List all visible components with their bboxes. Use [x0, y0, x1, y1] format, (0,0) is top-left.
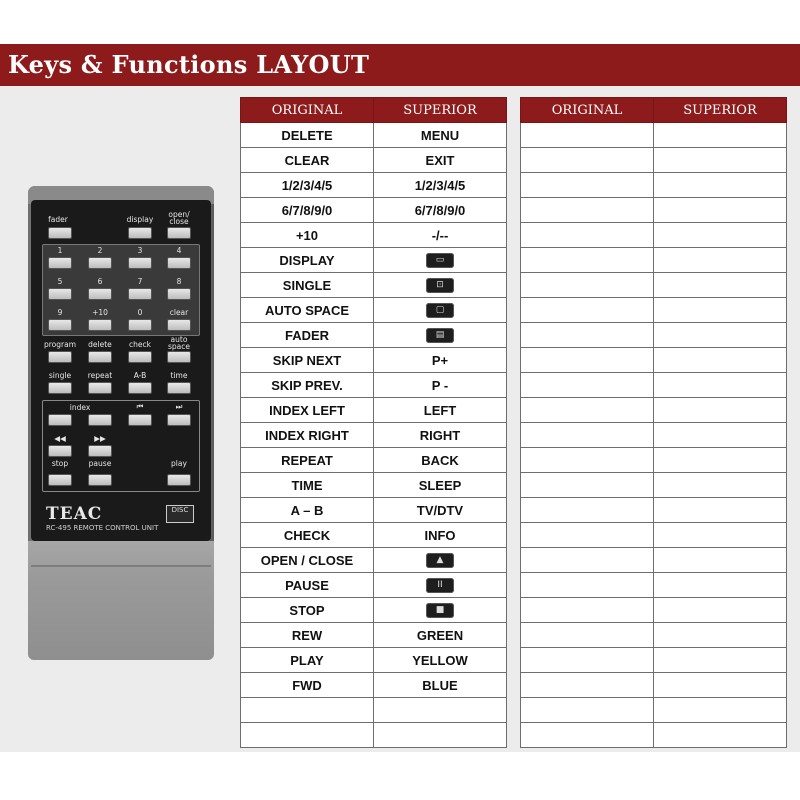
remote-open-close-button: [167, 227, 191, 239]
superior-key-cell: LEFT: [374, 398, 507, 423]
superior-key-cell: P+: [374, 348, 507, 373]
table-row: [241, 323, 507, 348]
pause-icon-glyph: II: [437, 580, 443, 591]
remote-label-8: 8: [176, 277, 182, 286]
original-key-cell: [521, 223, 654, 248]
table-row: [521, 248, 787, 273]
superior-key-cell: [654, 698, 787, 723]
original-key-cell: DELETE: [241, 123, 374, 148]
superior-key-cell: [654, 373, 787, 398]
original-key-cell: [521, 698, 654, 723]
remote-label-7: 7: [137, 277, 143, 286]
original-key-cell: [521, 673, 654, 698]
remote-label-4: 4: [176, 246, 182, 255]
fader-symbol-icon: [426, 328, 454, 343]
table-row: [521, 173, 787, 198]
remote-label-plus10: +10: [92, 308, 108, 317]
table-row: [241, 598, 507, 623]
superior-key-cell: [654, 498, 787, 523]
superior-key-cell: [374, 248, 507, 273]
superior-key-cell: BLUE: [374, 673, 507, 698]
stop-icon-glyph: ■: [435, 605, 445, 616]
superior-key-cell: [654, 148, 787, 173]
remote-label-0: 0: [137, 308, 143, 317]
superior-key-cell: 1/2/3/4/5: [374, 173, 507, 198]
table-row: [521, 223, 787, 248]
remote-label-delete: delete: [88, 340, 112, 349]
original-key-cell: 1/2/3/4/5: [241, 173, 374, 198]
original-key-cell: SKIP PREV.: [241, 373, 374, 398]
superior-key-cell: [654, 648, 787, 673]
superior-key-cell: [654, 723, 787, 748]
table-row: [521, 473, 787, 498]
table-row: [521, 523, 787, 548]
superior-key-cell: -/--: [374, 223, 507, 248]
superior-key-cell: [654, 623, 787, 648]
original-key-cell: AUTO SPACE: [241, 298, 374, 323]
superior-key-cell: MENU: [374, 123, 507, 148]
table-row: [241, 723, 507, 748]
pause-icon: [426, 578, 454, 593]
superior-key-cell: [654, 673, 787, 698]
superior-key-cell: P -: [374, 373, 507, 398]
superior-key-cell: [654, 448, 787, 473]
original-key-cell: SKIP NEXT: [241, 348, 374, 373]
original-key-cell: [521, 373, 654, 398]
superior-key-cell: [374, 273, 507, 298]
table-header-row: [241, 98, 507, 123]
remote-rew-icon: ◀◀: [54, 434, 66, 443]
superior-key-cell: 6/7/8/9/0: [374, 198, 507, 223]
table-row: [241, 348, 507, 373]
remote-pause-button: [88, 474, 112, 486]
superior-key-cell: [654, 548, 787, 573]
original-key-cell: [521, 473, 654, 498]
remote-label-clear: clear: [169, 308, 189, 317]
remote-label-stop: stop: [51, 459, 69, 468]
original-key-cell: [521, 723, 654, 748]
single-symbol-icon: [426, 278, 454, 293]
original-key-cell: FWD: [241, 673, 374, 698]
table-header-row: [521, 98, 787, 123]
original-key-cell: DISPLAY: [241, 248, 374, 273]
table-row: [521, 298, 787, 323]
remote-label-fader: fader: [48, 215, 68, 224]
superior-key-cell: RIGHT: [374, 423, 507, 448]
original-key-cell: SINGLE: [241, 273, 374, 298]
original-key-cell: [241, 698, 374, 723]
superior-key-cell: [654, 273, 787, 298]
eject-icon-glyph: ▲: [436, 555, 444, 566]
remote-key-4: [167, 257, 191, 269]
remote-model-label: RC-495 REMOTE CONTROL UNIT: [46, 524, 159, 532]
remote-key-9: [48, 319, 72, 331]
table-row: [521, 448, 787, 473]
superior-key-cell: YELLOW: [374, 648, 507, 673]
table-row: [521, 723, 787, 748]
original-key-cell: [521, 398, 654, 423]
remote-label-display: display: [126, 215, 154, 224]
remote-time-button: [167, 382, 191, 394]
auto-space-symbol-icon-glyph: ▢: [435, 305, 445, 316]
original-key-cell: [521, 348, 654, 373]
original-key-cell: [521, 423, 654, 448]
original-key-cell: [521, 273, 654, 298]
remote-label-auto-space: auto space: [167, 335, 190, 351]
superior-key-cell: [654, 598, 787, 623]
superior-key-cell: BACK: [374, 448, 507, 473]
superior-key-cell: [654, 348, 787, 373]
original-key-cell: CHECK: [241, 523, 374, 548]
remote-key-0: [128, 319, 152, 331]
table-row: [241, 673, 507, 698]
superior-key-cell: GREEN: [374, 623, 507, 648]
original-key-cell: [521, 623, 654, 648]
table-row: [521, 498, 787, 523]
table-row: [521, 348, 787, 373]
mapping-table-left: [240, 97, 507, 748]
remote-brand-logo: TEAC: [46, 504, 103, 524]
remote-key-1: [48, 257, 72, 269]
original-key-cell: 6/7/8/9/0: [241, 198, 374, 223]
remote-key-7: [128, 288, 152, 300]
remote-label-open-close: open/ close: [168, 210, 190, 226]
eject-icon: [426, 553, 454, 568]
remote-fwd-icon: ▶▶: [94, 434, 106, 443]
remote-label-repeat: repeat: [87, 371, 113, 380]
superior-key-cell: [654, 573, 787, 598]
remote-rew-button: [48, 445, 72, 457]
remote-label-index: index: [69, 403, 91, 412]
remote-repeat-button: [88, 382, 112, 394]
remote-label-3: 3: [137, 246, 143, 255]
original-key-cell: [521, 173, 654, 198]
table-row: [241, 423, 507, 448]
remote-label-6: 6: [97, 277, 103, 286]
superior-key-cell: [654, 423, 787, 448]
original-key-cell: [521, 573, 654, 598]
original-key-cell: [521, 598, 654, 623]
superior-key-cell: [654, 298, 787, 323]
remote-label-program: program: [43, 340, 76, 349]
table-row: [241, 448, 507, 473]
display-symbol-icon: [426, 253, 454, 268]
display-symbol-icon-glyph: ▭: [435, 255, 445, 266]
top-margin: [0, 0, 800, 44]
remote-skip-prev-button: [128, 414, 152, 426]
table-row: [521, 598, 787, 623]
superior-key-cell: INFO: [374, 523, 507, 548]
remote-label-pause: pause: [88, 459, 112, 468]
superior-key-cell: [654, 523, 787, 548]
remote-key-3: [128, 257, 152, 269]
original-key-cell: CLEAR: [241, 148, 374, 173]
remote-grip: [28, 541, 214, 660]
superior-key-cell: TV/DTV: [374, 498, 507, 523]
remote-single-button: [48, 382, 72, 394]
original-key-cell: FADER: [241, 323, 374, 348]
superior-key-cell: [374, 298, 507, 323]
table-row: [241, 123, 507, 148]
original-key-cell: [521, 448, 654, 473]
table-row: [241, 248, 507, 273]
remote-skip-next-icon: ⏭: [175, 402, 183, 411]
table-row: [241, 698, 507, 723]
remote-key-clear: [167, 319, 191, 331]
table-row: [241, 648, 507, 673]
mapping-table-left-body: [241, 123, 507, 748]
table-row: [521, 273, 787, 298]
superior-key-cell: [654, 398, 787, 423]
remote-key-6: [88, 288, 112, 300]
table-row: [521, 123, 787, 148]
table-row: [521, 198, 787, 223]
superior-key-cell: SLEEP: [374, 473, 507, 498]
superior-key-cell: EXIT: [374, 148, 507, 173]
superior-key-cell: [654, 173, 787, 198]
original-key-cell: PAUSE: [241, 573, 374, 598]
remote-label-play: play: [171, 459, 187, 468]
superior-key-cell: [374, 598, 507, 623]
table-row: [241, 198, 507, 223]
remote-key-8: [167, 288, 191, 300]
table-row: [241, 173, 507, 198]
remote-label-5: 5: [57, 277, 63, 286]
original-key-cell: REPEAT: [241, 448, 374, 473]
original-key-cell: TIME: [241, 473, 374, 498]
remote-label-single: single: [48, 371, 72, 380]
superior-key-cell: [654, 223, 787, 248]
original-key-cell: REW: [241, 623, 374, 648]
table-row: [241, 623, 507, 648]
table-row: [521, 323, 787, 348]
table-row: [521, 623, 787, 648]
table-row: [241, 473, 507, 498]
remote-label-9: 9: [57, 308, 63, 317]
original-key-cell: STOP: [241, 598, 374, 623]
superior-key-cell: [654, 248, 787, 273]
superior-key-cell: [654, 323, 787, 348]
remote-delete-button: [88, 351, 112, 363]
remote-play-button: [167, 474, 191, 486]
remote-key-2: [88, 257, 112, 269]
mapping-table-right-body: [521, 123, 787, 748]
remote-key-5: [48, 288, 72, 300]
remote-label-1: 1: [57, 246, 63, 255]
table-row: [521, 548, 787, 573]
fader-symbol-icon-glyph: ▤: [435, 330, 445, 341]
original-key-cell: INDEX LEFT: [241, 398, 374, 423]
remote-program-button: [48, 351, 72, 363]
table-row: [241, 398, 507, 423]
original-key-cell: [521, 248, 654, 273]
column-header-superior: SUPERIOR: [654, 98, 787, 123]
superior-key-cell: [374, 723, 507, 748]
original-key-cell: +10: [241, 223, 374, 248]
remote-seam: [31, 565, 211, 567]
remote-label-2: 2: [97, 246, 103, 255]
remote-stop-button: [48, 474, 72, 486]
remote-label-ab: A-B: [133, 371, 147, 380]
original-key-cell: [521, 323, 654, 348]
original-key-cell: [521, 523, 654, 548]
stop-icon: [426, 603, 454, 618]
superior-key-cell: [654, 123, 787, 148]
bottom-margin: [0, 752, 800, 800]
table-row: [521, 148, 787, 173]
remote-label-check: check: [129, 340, 151, 349]
remote-fader-button: [48, 227, 72, 239]
remote-index-left-button: [48, 414, 72, 426]
superior-key-cell: [654, 198, 787, 223]
superior-key-cell: [374, 548, 507, 573]
table-row: [241, 273, 507, 298]
original-key-cell: [521, 648, 654, 673]
remote-label-time: time: [170, 371, 188, 380]
table-row: [521, 673, 787, 698]
superior-key-cell: [374, 698, 507, 723]
remote-display-button: [128, 227, 152, 239]
remote-ab-button: [128, 382, 152, 394]
original-key-cell: [521, 498, 654, 523]
table-row: [241, 373, 507, 398]
single-symbol-icon-glyph: ⊡: [436, 280, 444, 291]
remote-key-plus10: [88, 319, 112, 331]
disc-logo-icon: DISC: [166, 505, 194, 523]
column-header-original: ORIGINAL: [521, 98, 654, 123]
original-key-cell: [521, 123, 654, 148]
page-title: Keys & Functions LAYOUT: [8, 50, 370, 79]
table-row: [241, 223, 507, 248]
column-header-superior: SUPERIOR: [374, 98, 507, 123]
original-key-cell: PLAY: [241, 648, 374, 673]
original-key-cell: [521, 198, 654, 223]
remote-skip-prev-icon: ⏮: [136, 402, 144, 411]
column-header-original: ORIGINAL: [241, 98, 374, 123]
remote-auto-space-button: [167, 351, 191, 363]
table-row: [241, 523, 507, 548]
original-key-cell: OPEN / CLOSE: [241, 548, 374, 573]
original-key-cell: [241, 723, 374, 748]
auto-space-symbol-icon: [426, 303, 454, 318]
table-row: [521, 573, 787, 598]
table-row: [241, 548, 507, 573]
table-row: [241, 498, 507, 523]
remote-fwd-button: [88, 445, 112, 457]
table-row: [521, 373, 787, 398]
original-key-cell: [521, 148, 654, 173]
remote-index-right-button: [88, 414, 112, 426]
original-key-cell: [521, 548, 654, 573]
table-row: [521, 398, 787, 423]
table-row: [521, 698, 787, 723]
original-key-cell: A – B: [241, 498, 374, 523]
superior-key-cell: [374, 323, 507, 348]
original-key-cell: [521, 298, 654, 323]
original-key-cell: INDEX RIGHT: [241, 423, 374, 448]
superior-key-cell: [374, 573, 507, 598]
mapping-table-right: [520, 97, 787, 748]
table-row: [241, 298, 507, 323]
table-row: [521, 423, 787, 448]
table-row: [241, 148, 507, 173]
superior-key-cell: [654, 473, 787, 498]
table-row: [521, 648, 787, 673]
table-row: [241, 573, 507, 598]
remote-check-button: [128, 351, 152, 363]
remote-skip-next-button: [167, 414, 191, 426]
